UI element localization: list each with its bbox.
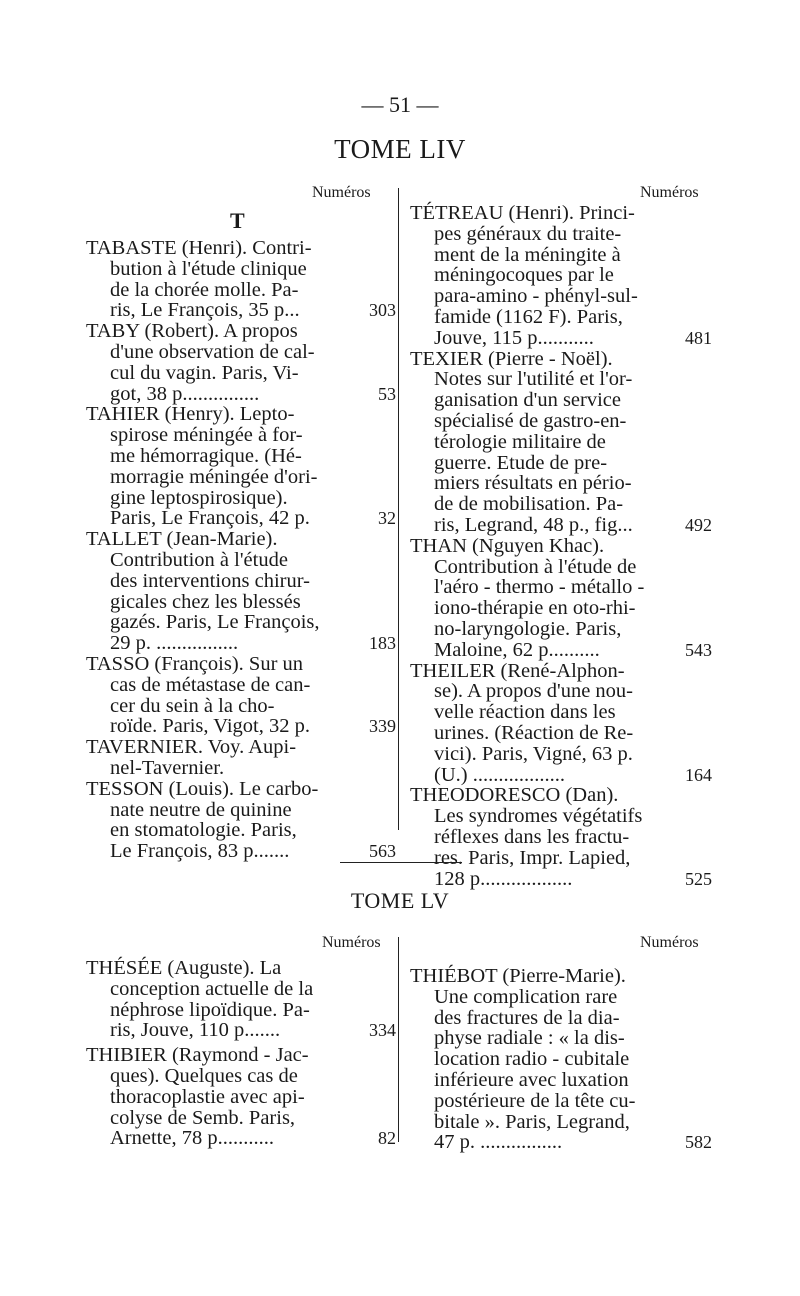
entry-line: iono-thérapie en oto-rhi- [434,597,636,620]
entry-line: TABY (Robert). A propos [86,320,298,343]
entry-line: Arnette, 78 p........... [110,1127,274,1150]
entry-line: réflexes dans les fractu- [434,825,630,848]
entry-line: nate neutre de quinine [110,798,292,821]
entry-line: res. Paris, Impr. Lapied, [434,846,631,869]
entry-line: spirose méningée à for- [110,424,303,447]
entry-line: THEILER (René-Alphon- [410,659,625,682]
entry-line: 29 p. ................ [110,632,239,655]
section-separator [340,862,462,863]
bibliography-entry [410,784,712,890]
entry-line: THAN (Nguyen Khac). [410,534,605,557]
bibliography-entry [410,659,712,786]
entry-line: se). A propos d'une nou- [434,680,633,703]
bibliography-entry [86,403,396,530]
entry-line: de la chorée molle. Pa- [110,278,299,301]
entry-number: 481 [685,327,712,348]
entry-number: 164 [685,764,712,785]
entry-line: Le François, 83 p....... [110,840,290,863]
numeros-header-right: Numéros [640,184,699,201]
entry-line: TAHIER (Henry). Lepto- [86,403,295,426]
entry-line: gicales chez les blessés [110,590,301,613]
entry-number: 543 [685,639,712,660]
tome-liv-right-column [410,202,712,890]
entry-line: 128 p.................. [434,867,573,890]
entry-line: colyse de Semb. Paris, [110,1106,296,1129]
entry-line: velle réaction dans les [434,701,616,724]
entry-line: location radio - cubitale [434,1048,630,1071]
entry-line: des interventions chirur- [110,569,310,592]
entry-line: Contribution à l'étude de [434,555,637,578]
bibliography-entry [410,965,712,1154]
entry-line: térologie militaire de [434,430,606,453]
bibliography-entry [86,737,344,779]
entry-number: 525 [685,868,712,889]
entry-line: TALLET (Jean-Marie). [86,528,278,551]
entry-line: TAVERNIER. Voy. Aupi- [86,736,297,759]
entry-line: urines. (Réaction de Re- [434,721,634,744]
entry-line: d'une observation de cal- [110,340,315,363]
bibliography-entry [86,1044,396,1150]
bibliography-entry [410,347,712,536]
entry-line: guerre. Etude de pre- [434,451,608,474]
entry-line: spécialisé de gastro-en- [434,409,627,432]
entry-line: gazés. Paris, Le François, [110,611,320,634]
entry-line: des fractures de la dia- [434,1006,620,1029]
entry-line: morragie méningée d'ori- [110,465,318,488]
entry-line: néphrose lipoïdique. Pa- [110,998,310,1021]
entry-line: ris, Le François, 35 p... [110,299,300,322]
entry-line: méningocoques par le [434,264,614,287]
entry-line: got, 38 p............... [110,382,260,405]
entry-line: 47 p. ................ [434,1131,563,1154]
section-letter: T [230,208,245,233]
entry-line: pes généraux du traite- [434,222,622,245]
bibliography-entry [86,320,396,405]
entry-line: ganisation d'un service [434,389,622,412]
bibliography-entry [86,777,396,863]
tome-lv-left-column [86,957,396,1150]
entry-line: TEXIER (Pierre - Noël). [410,347,613,370]
entry-line: THIÉBOT (Pierre-Marie). [410,965,626,987]
entry-line: de de mobilisation. Pa- [434,493,624,516]
entry-line: Contribution à l'étude [110,548,288,571]
bibliography-entry [86,528,396,655]
entry-line: cul du vagin. Paris, Vi- [110,361,299,384]
entry-number: 32 [378,508,396,529]
entry-number: 303 [369,300,396,321]
entry-line: en stomatologie. Paris, [110,819,297,842]
entry-number: 563 [369,841,396,862]
entry-line: postérieure de la tête cu- [434,1089,636,1112]
entry-number: 82 [378,1128,396,1149]
entry-line: ris, Jouve, 110 p....... [110,1019,281,1042]
entry-line: no-laryngologie. Paris, [434,617,622,640]
entry-number: 334 [369,1020,396,1041]
tome-lv-title: TOME LV [350,888,450,913]
entry-line: ment de la méningite à [434,243,621,266]
entry-line: Jouve, 115 p........... [434,326,594,349]
bibliography-entry [410,534,712,661]
entry-line: nel-Tavernier. [110,756,225,779]
entry-number: 492 [685,514,712,535]
entry-line: THÉSÉE (Auguste). La [86,957,282,979]
numeros-header-left-lv: Numéros [322,934,381,951]
numeros-header-right-lv: Numéros [640,934,699,951]
entry-line: ris, Legrand, 48 p., fig... [434,513,633,536]
entry-line: vici). Paris, Vigné, 63 p. [434,742,633,765]
bibliography-entry [86,237,396,322]
bibliography-entry [86,957,396,1042]
page-number: — 51 — [361,92,439,117]
entry-line: inférieure avec luxation [434,1068,629,1091]
entry-line: Une complication rare [434,985,618,1008]
entry-line: physe radiale : « la dis- [434,1027,625,1050]
entry-line: thoracoplastie avec api- [110,1085,305,1108]
entry-line: ques). Quelques cas de [110,1064,298,1087]
entry-line: cer du sein à la cho- [110,694,275,717]
column-divider-lv [398,937,399,1142]
entry-line: TÉTREAU (Henri). Princi- [410,202,635,224]
entry-number: 582 [685,1132,712,1153]
entry-line: me hémorragique. (Hé- [110,444,302,467]
entry-number: 339 [369,716,396,737]
entry-line: cas de métastase de can- [110,673,311,696]
entry-line: (U.) .................. [434,763,565,786]
entry-line: Notes sur l'utilité et l'or- [434,368,633,391]
numeros-header-left: Numéros [312,184,371,201]
entry-line: Paris, Le François, 42 p. [110,507,310,530]
entry-number: 183 [369,633,396,654]
entry-line: gine leptospirosique). [110,486,288,509]
entry-line: para-amino - phényl-sul- [434,285,638,308]
tome-lv-right-column [410,965,712,1154]
entry-line: bution à l'étude clinique [110,257,307,280]
entry-line: bitale ». Paris, Legrand, [434,1110,630,1133]
entry-line: conception actuelle de la [110,977,314,1000]
column-divider [398,188,399,830]
entry-line: TESSON (Louis). Le carbo- [86,777,319,800]
tome-liv-left-column [86,237,396,863]
entry-line: famide (1162 F). Paris, [434,305,623,328]
entry-line: miers résultats en pério- [434,472,632,495]
entry-line: TASSO (François). Sur un [86,652,304,675]
entry-line: roïde. Paris, Vigot, 32 p. [110,715,310,738]
entry-line: TABASTE (Henri). Contri- [86,237,312,259]
entry-line: THEODORESCO (Dan). [410,784,619,807]
entry-line: Maloine, 62 p.......... [434,638,600,661]
tome-liv-title: TOME LIV [334,134,466,164]
bibliography-entry [410,202,712,349]
bibliography-entry [86,652,396,738]
entry-line: l'aéro - thermo - métallo - [434,576,645,599]
entry-line: Les syndromes végétatifs [434,805,643,828]
entry-line: THIBIER (Raymond - Jac- [86,1044,309,1067]
entry-number: 53 [378,383,396,404]
